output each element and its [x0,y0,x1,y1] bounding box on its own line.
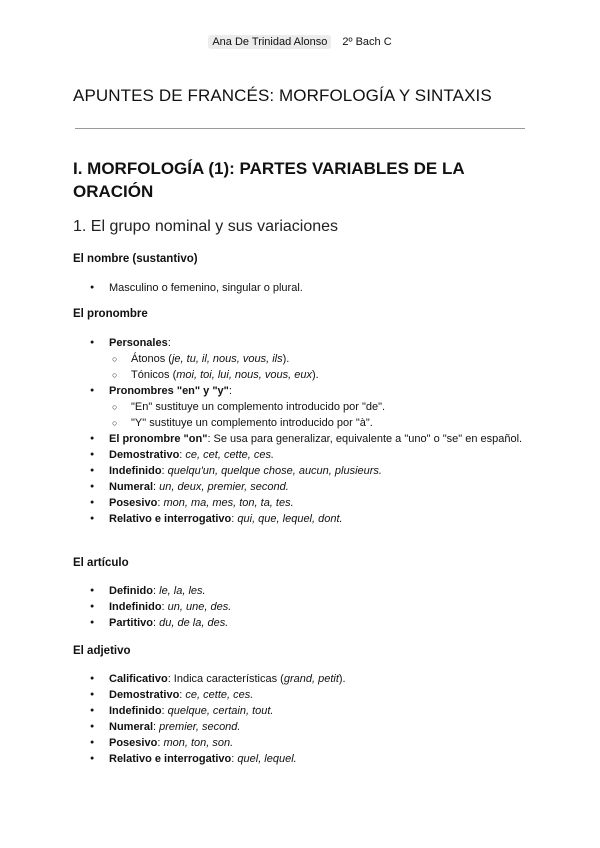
heading-pronombre: El pronombre [73,308,148,320]
list-item-demostrativo: ● Demostrativo: ce, cet, cette, ces. [73,447,528,463]
list-articulo [73,583,528,631]
horizontal-rule [75,128,525,129]
list-item-indefinido: ● Indefinido: un, une, des. [73,599,528,615]
section-title: I. MORFOLOGÍA (1): PARTES VARIABLES DE LA ORACIÓN [73,159,464,201]
list-item-indefinido: ● Indefinido: quelque, certain, tout. [73,703,528,719]
list-item-numeral: ● Numeral: un, deux, premier, second. [73,479,528,495]
sublist-en-y [73,399,528,431]
list-item-tonicos: ○ Tónicos (moi, toi, lui, nous, vous, eux). [73,367,528,383]
list-item-definido: ● Definido: le, la, les. [73,583,528,599]
sublist-personales [73,351,528,383]
list-item-en-y: ● Pronombres "en" y "y": ○ "En" sustituye un complemento introducido por "de". ○ "Y" sustituye un complemento introducido por "à". [73,383,528,431]
author-name: Ana De Trinidad Alonso [208,35,331,49]
document-title: APUNTES DE FRANCÉS: MORFOLOGÍA Y SINTAXIS [73,86,492,105]
list-item-indefinido: ● Indefinido: quelqu'un, quelque chose, aucun, plusieurs. [73,463,528,479]
course-label: 2º Bach C [342,36,392,48]
list-item-y: ○ "Y" sustituye un complemento introducido por "à". [73,415,528,431]
list-item-posesivo: ● Posesivo: mon, ma, mes, ton, ta, tes. [73,495,528,511]
heading-adjetivo: El adjetivo [73,645,131,657]
page-header [0,36,600,48]
list-item-calificativo: ● Calificativo: Indica características (grand, petit). [73,671,528,687]
list-item-relativo: ● Relativo e interrogativo: qui, que, lequel, dont. [73,511,528,527]
subsection-title: 1. El grupo nominal y sus variaciones [73,218,339,235]
list-item-relativo: ● Relativo e interrogativo: quel, lequel. [73,751,528,767]
list-item-numeral: ● Numeral: premier, second. [73,719,528,735]
list-item-posesivo: ● Posesivo: mon, ton, son. [73,735,528,751]
list-item-partitivo: ● Partitivo: du, de la, des. [73,615,528,631]
list-item-demostrativo: ● Demostrativo: ce, cette, ces. [73,687,528,703]
list-adjetivo [73,671,528,767]
list-item-on: ● El pronombre "on": Se usa para generalizar, equivalente a "uno" o "se" en español. [73,431,528,447]
heading-nombre: El nombre (sustantivo) [73,253,198,265]
list-pronombre [73,335,528,527]
list-nombre [73,280,528,296]
list-item-en: ○ "En" sustituye un complemento introducido por "de". [73,399,528,415]
heading-articulo: El artículo [73,557,129,569]
list-item: ● Masculino o femenino, singular o plural. [73,280,528,296]
list-item-atonos: ○ Átonos (je, tu, il, nous, vous, ils). [73,351,528,367]
list-item-personales: ● Personales: ○ Átonos (je, tu, il, nous, vous, ils). ○ Tónicos (moi, toi, lui, nous, vous, eux). [73,335,528,383]
